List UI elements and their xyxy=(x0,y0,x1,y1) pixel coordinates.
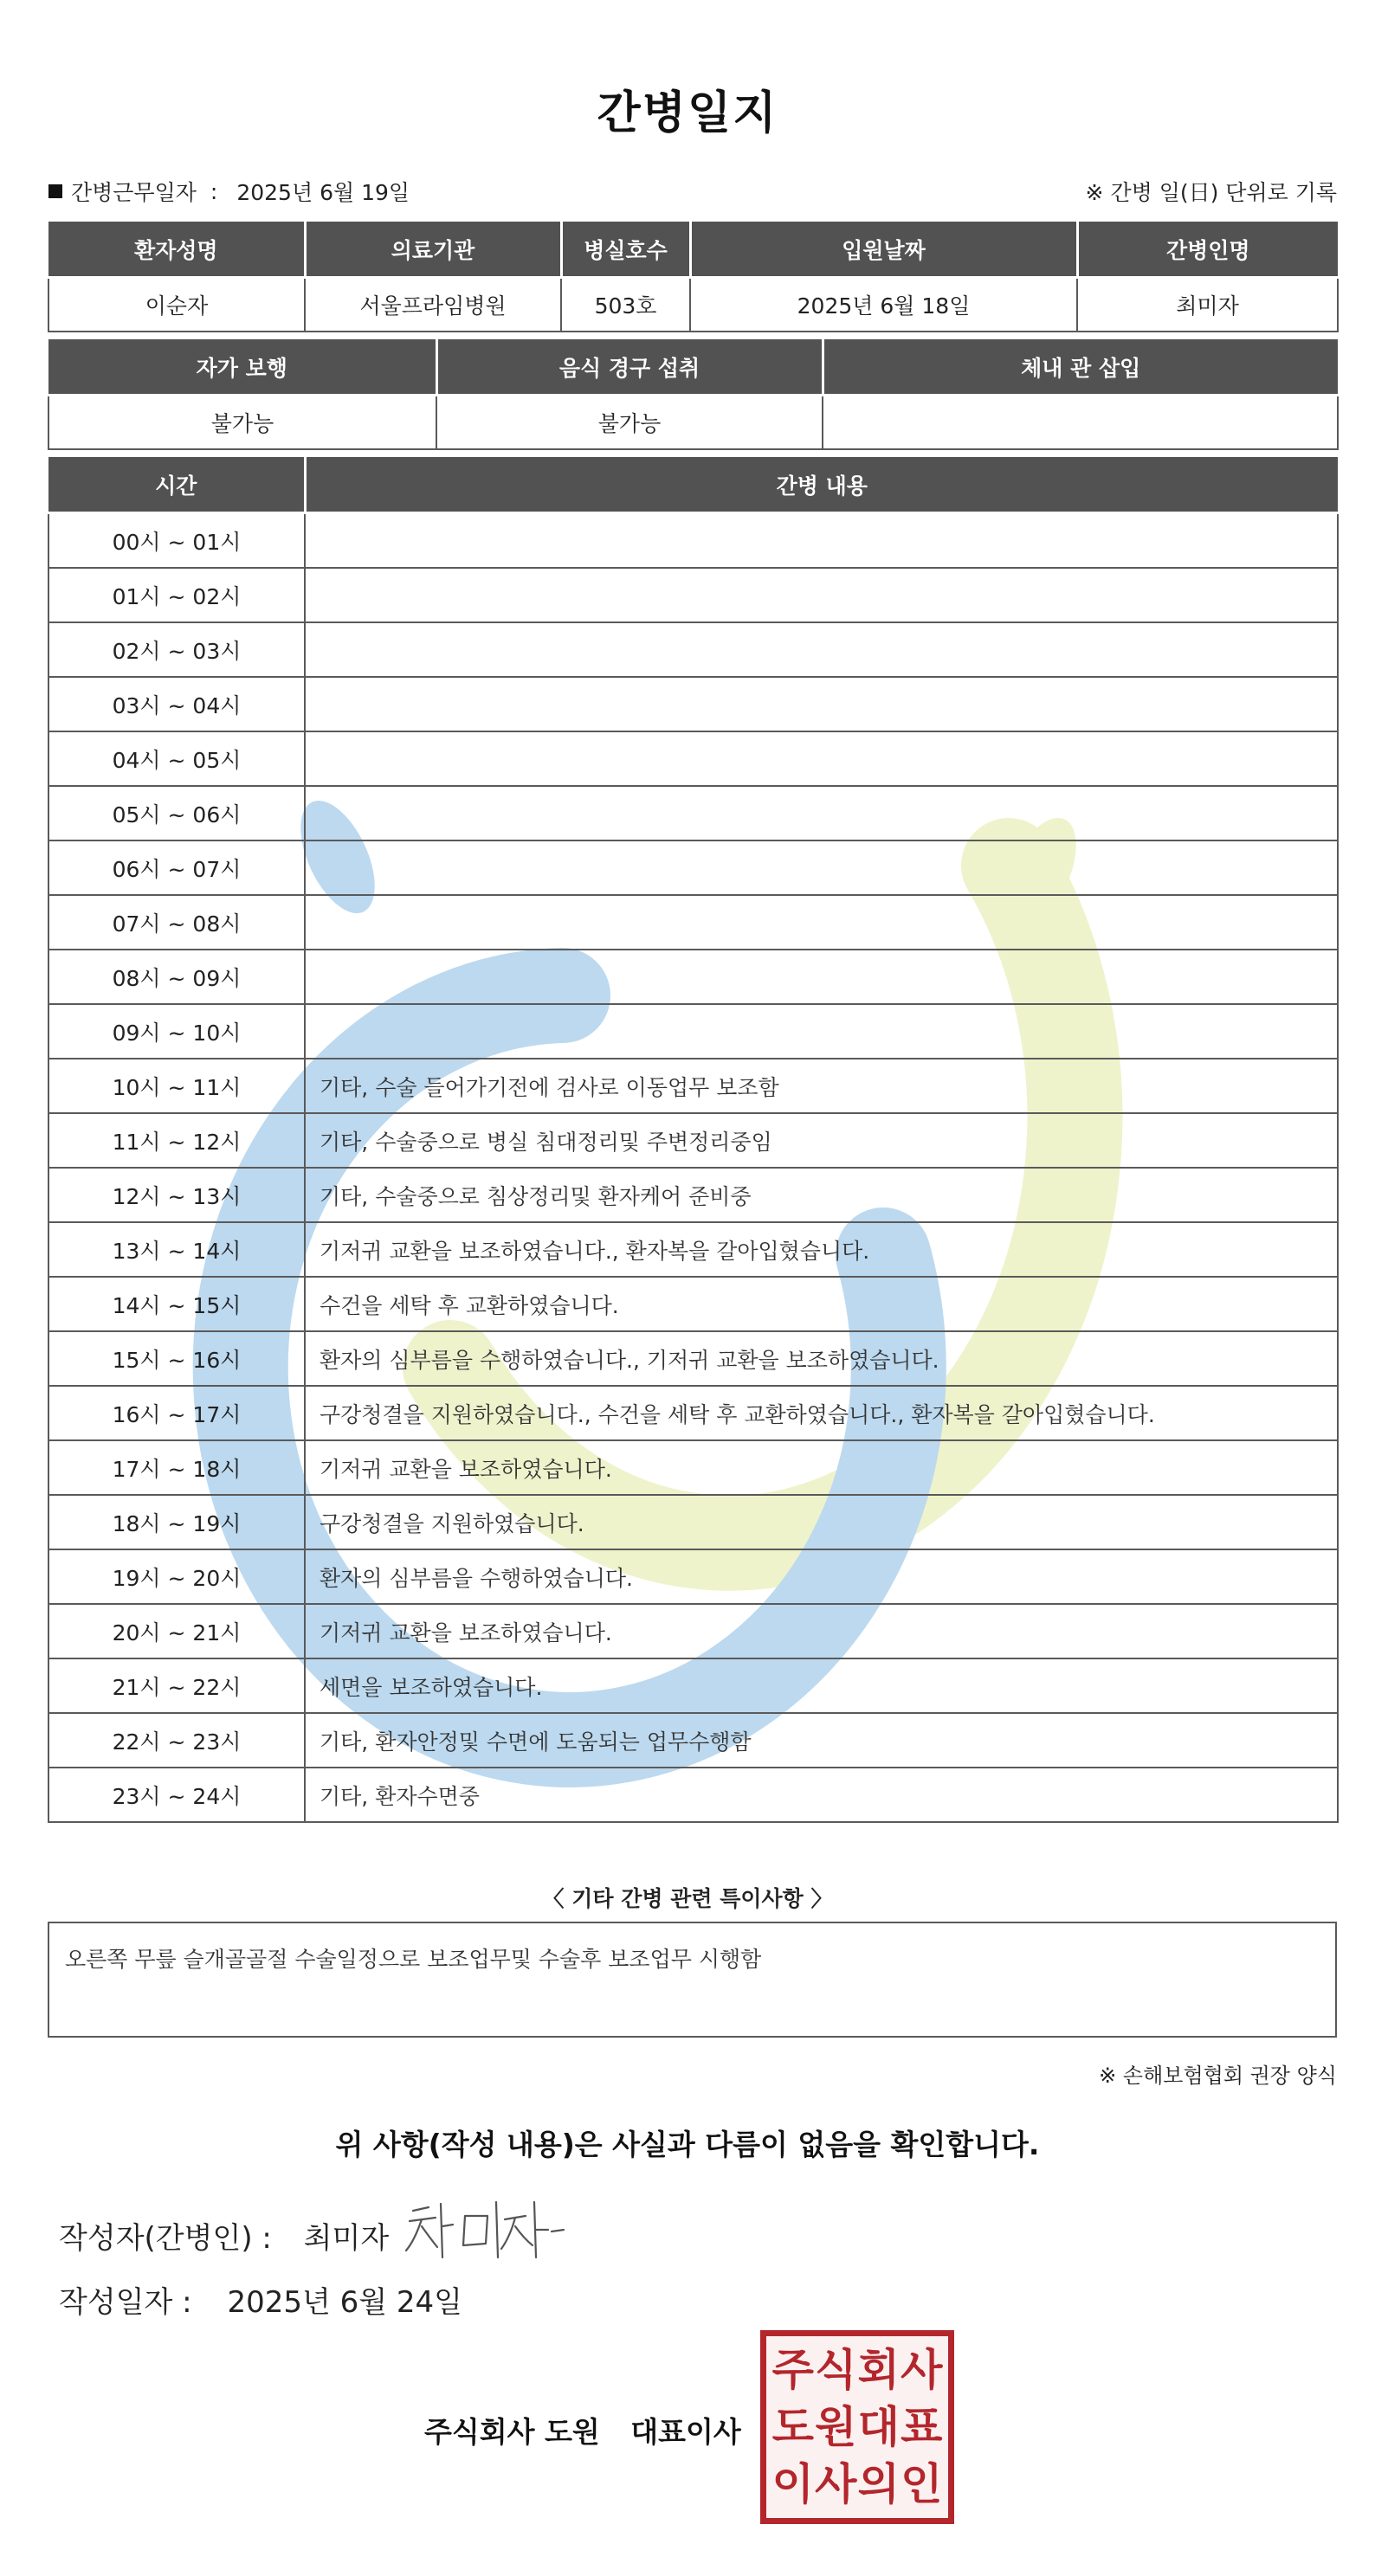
log-time: 19시 ~ 20시 xyxy=(48,1549,305,1604)
log-row xyxy=(48,895,1338,950)
log-content xyxy=(305,840,1338,895)
log-time: 05시 ~ 06시 xyxy=(48,786,305,840)
log-time: 22시 ~ 23시 xyxy=(48,1713,305,1768)
log-content xyxy=(305,622,1338,677)
patient-status-table xyxy=(48,339,1339,450)
log-content xyxy=(305,731,1338,786)
log-row xyxy=(48,568,1338,622)
notes-title: 〈 기타 간병 관련 특이사항 〉 xyxy=(542,1886,833,1911)
hospital-name: 서울프라임병원 xyxy=(305,278,561,332)
log-row xyxy=(48,1495,1338,1549)
log-time: 15시 ~ 16시 xyxy=(48,1331,305,1386)
log-content xyxy=(305,950,1338,1004)
log-time: 10시 ~ 11시 xyxy=(48,1059,305,1113)
log-content xyxy=(305,513,1338,569)
log-time: 12시 ~ 13시 xyxy=(48,1168,305,1222)
handwritten-signature xyxy=(403,2195,567,2264)
log-content xyxy=(305,786,1338,840)
confirmation-statement: 위 사항(작성 내용)은 사실과 다름이 없음을 확인합니다. xyxy=(335,2128,1040,2161)
oral-intake-value: 불가능 xyxy=(436,396,823,450)
header-admission-date: 입원날짜 xyxy=(690,222,1077,278)
log-time: 18시 ~ 19시 xyxy=(48,1495,305,1549)
header-time: 시간 xyxy=(48,457,305,513)
log-row xyxy=(48,1658,1338,1713)
company-seal-stamp xyxy=(760,2330,954,2524)
writer-line xyxy=(59,2214,389,2257)
log-content: 기타, 환자수면중 xyxy=(305,1768,1338,1822)
header-hospital: 의료기관 xyxy=(305,222,561,278)
log-row xyxy=(48,677,1338,731)
log-row xyxy=(48,1277,1338,1331)
work-date-separator: : xyxy=(210,178,218,204)
company-name: 주식회사 도원 xyxy=(424,2415,600,2449)
log-content: 환자의 심부름을 수행하였습니다., 기저귀 교환을 보조하였습니다. xyxy=(305,1331,1338,1386)
log-time: 01시 ~ 02시 xyxy=(48,568,305,622)
log-content: 환자의 심부름을 수행하였습니다. xyxy=(305,1549,1338,1604)
log-time: 20시 ~ 21시 xyxy=(48,1604,305,1658)
company-line xyxy=(424,2410,741,2450)
log-time: 00시 ~ 01시 xyxy=(48,513,305,569)
log-content: 세면을 보조하였습니다. xyxy=(305,1658,1338,1713)
notes-text: 오른쪽 무릎 슬개골골절 수술일정으로 보조업무및 수술후 보조업무 시행함 xyxy=(65,1947,762,1972)
log-time: 21시 ~ 22시 xyxy=(48,1658,305,1713)
seal-char: 표 xyxy=(901,2401,943,2452)
log-time: 08시 ~ 09시 xyxy=(48,950,305,1004)
log-row xyxy=(48,1713,1338,1768)
log-row xyxy=(48,513,1338,569)
log-row xyxy=(48,786,1338,840)
log-content: 기타, 수술중으로 침상정리및 환자케어 준비중 xyxy=(305,1168,1338,1222)
seal-char: 식 xyxy=(815,2344,857,2395)
log-time: 09시 ~ 10시 xyxy=(48,1004,305,1059)
log-row xyxy=(48,1604,1338,1658)
log-content: 기저귀 교환을 보조하였습니다., 환자복을 갈아입혔습니다. xyxy=(305,1222,1338,1277)
log-row xyxy=(48,840,1338,895)
log-row xyxy=(48,1059,1338,1113)
log-time: 11시 ~ 12시 xyxy=(48,1113,305,1168)
caregiver-name: 최미자 xyxy=(1077,278,1338,332)
seal-char: 사 xyxy=(901,2344,943,2395)
header-caregiver-name: 간병인명 xyxy=(1077,222,1338,278)
log-content xyxy=(305,895,1338,950)
seal-char: 인 xyxy=(901,2458,943,2509)
log-content: 기타, 수술 들어가기전에 검사로 이동업무 보조함 xyxy=(305,1059,1338,1113)
seal-char: 주 xyxy=(771,2344,814,2395)
log-time: 07시 ~ 08시 xyxy=(48,895,305,950)
log-time: 17시 ~ 18시 xyxy=(48,1440,305,1495)
log-content xyxy=(305,1004,1338,1059)
header-oral-intake: 음식 경구 섭취 xyxy=(436,339,823,396)
log-row xyxy=(48,622,1338,677)
log-row xyxy=(48,1768,1338,1822)
log-content: 기타, 수술중으로 병실 침대정리및 주변정리중임 xyxy=(305,1113,1338,1168)
patient-name: 이순자 xyxy=(48,278,305,332)
written-date-label: 작성일자 : xyxy=(59,2285,192,2320)
log-time: 03시 ~ 04시 xyxy=(48,677,305,731)
writer-name: 최미자 xyxy=(303,2221,390,2256)
admission-date: 2025년 6월 18일 xyxy=(690,278,1077,332)
log-row xyxy=(48,1331,1338,1386)
log-row xyxy=(48,1004,1338,1059)
log-time: 16시 ~ 17시 xyxy=(48,1386,305,1440)
log-time: 04시 ~ 05시 xyxy=(48,731,305,786)
log-row xyxy=(48,1440,1338,1495)
log-row xyxy=(48,1113,1338,1168)
log-content: 수건을 세탁 후 교환하였습니다. xyxy=(305,1277,1338,1331)
log-row xyxy=(48,1549,1338,1604)
room-number: 503호 xyxy=(561,278,690,332)
log-content: 기저귀 교환을 보조하였습니다. xyxy=(305,1604,1338,1658)
log-row xyxy=(48,1222,1338,1277)
notes-box xyxy=(48,1922,1337,2038)
log-row xyxy=(48,1386,1338,1440)
log-content: 기타, 환자안정및 수면에 도움되는 업무수행함 xyxy=(305,1713,1338,1768)
written-date-value: 2025년 6월 24일 xyxy=(227,2285,463,2320)
log-row xyxy=(48,950,1338,1004)
header-patient-name: 환자성명 xyxy=(48,222,305,278)
work-date-line xyxy=(48,176,410,207)
form-source-note: ※ 손해보험협회 권장 양식 xyxy=(1099,2064,1337,2088)
tube-insertion-value xyxy=(823,396,1338,450)
header-tube-insertion: 체내 관 삽입 xyxy=(823,339,1338,396)
log-content: 기저귀 교환을 보조하였습니다. xyxy=(305,1440,1338,1495)
care-log-table xyxy=(48,457,1339,1823)
log-time: 06시 ~ 07시 xyxy=(48,840,305,895)
seal-char: 대 xyxy=(857,2401,900,2452)
log-row xyxy=(48,1168,1338,1222)
patient-info-table xyxy=(48,222,1339,332)
log-time: 13시 ~ 14시 xyxy=(48,1222,305,1277)
seal-char: 이 xyxy=(771,2458,814,2509)
log-time: 02시 ~ 03시 xyxy=(48,622,305,677)
header-room-number: 병실호수 xyxy=(561,222,690,278)
self-walking-value: 불가능 xyxy=(48,396,436,450)
log-row xyxy=(48,731,1338,786)
bullet-square-icon xyxy=(48,184,62,198)
written-date-line xyxy=(59,2278,462,2321)
seal-char: 사 xyxy=(815,2458,857,2509)
work-date-label: 간병근무일자 xyxy=(71,180,197,205)
log-content: 구강청결을 지원하였습니다. xyxy=(305,1495,1338,1549)
company-title: 대표이사 xyxy=(630,2415,741,2449)
seal-char: 도 xyxy=(771,2401,814,2452)
log-content xyxy=(305,568,1338,622)
document-title: 간병일지 xyxy=(597,87,778,139)
log-time: 23시 ~ 24시 xyxy=(48,1768,305,1822)
seal-char: 회 xyxy=(857,2344,900,2395)
work-date-value: 2025년 6월 19일 xyxy=(236,180,410,205)
header-self-walking: 자가 보행 xyxy=(48,339,436,396)
seal-char: 의 xyxy=(857,2458,900,2509)
log-content xyxy=(305,677,1338,731)
header-care-content: 간병 내용 xyxy=(305,457,1338,513)
seal-char: 원 xyxy=(815,2401,857,2452)
log-time: 14시 ~ 15시 xyxy=(48,1277,305,1331)
writer-label: 작성자(간병인) : xyxy=(59,2221,272,2256)
unit-note: ※ 간병 일(日) 단위로 기록 xyxy=(1085,180,1337,205)
log-content: 구강청결을 지원하였습니다., 수건을 세탁 후 교환하였습니다., 환자복을 갈아입혔습니다. xyxy=(305,1386,1338,1440)
